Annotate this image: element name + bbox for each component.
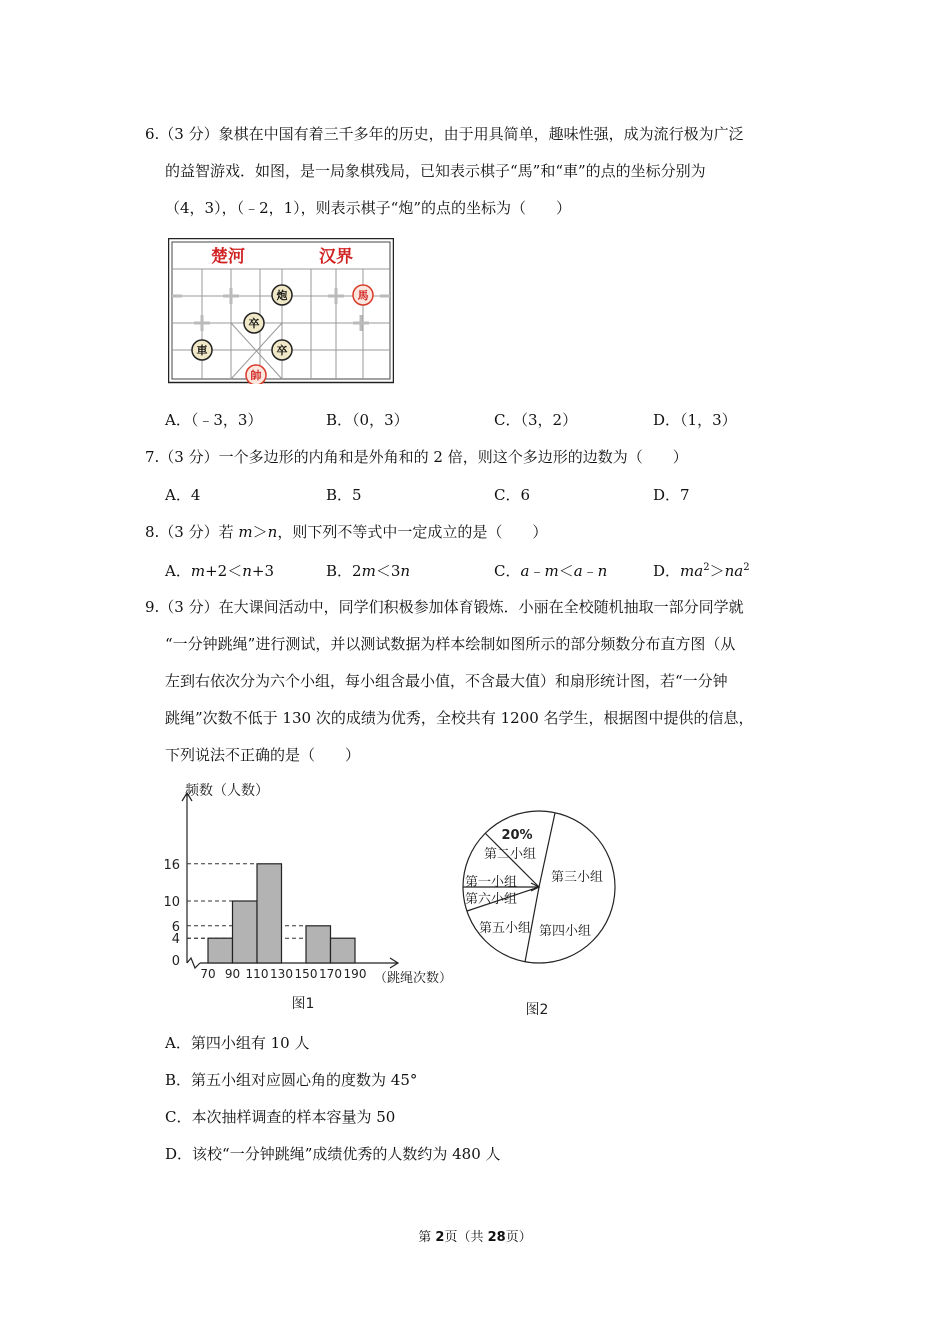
hist-xtick-170: 170 (319, 967, 342, 981)
q9-line-2: “一分钟跳绳”进行测试，并以测试数据为样本绘制如图所示的部分频数分布直方图（从 (165, 635, 736, 653)
hist-ytick-4: 4 (171, 932, 180, 948)
pie-slice-3: 第三小组 (550, 870, 604, 885)
q7-option-c: C．6 (494, 486, 531, 504)
hist-ytick-16: 16 (163, 857, 180, 873)
hist-ytick-10: 10 (163, 895, 180, 910)
pie-slice-6: 第六小组 (464, 892, 518, 907)
q8-option-a (165, 561, 274, 581)
q8-stem-a: 8.（3 分）若 (145, 523, 239, 541)
q7-option-b: B．5 (326, 486, 362, 504)
hist-bar-5 (306, 926, 331, 963)
footer-total-pages: 28 (487, 1230, 506, 1245)
piece-shuai: 帥 (250, 369, 262, 382)
hist-bar-1 (208, 938, 233, 963)
hist-bar-3 (257, 864, 282, 963)
q8-option-c (494, 561, 607, 581)
q6-option-a: A．（﹣3，3） (165, 411, 263, 429)
piece-pao: 炮 (276, 289, 288, 302)
q8-optC-letter: C． (494, 562, 521, 580)
hist-ytick-6: 6 (171, 919, 180, 935)
piece-zu-2: 卒 (276, 344, 288, 357)
piece-ma: 馬 (357, 289, 369, 302)
q6-line-3: （4，3），（﹣2，1），则表示棋子“炮”的点的坐标为（ ） (165, 199, 572, 217)
page-footer (0, 1226, 950, 1245)
river-left-label: 楚河 (211, 247, 245, 267)
q6-line-1: 6.（3 分）象棋在中国有着三千多年的历史，由于用具简单，趣味性强，成为流行极为广泛 (145, 125, 744, 143)
q8-optA-n: n (242, 562, 252, 580)
q7-option-a: A．4 (165, 486, 201, 504)
q6-option-d: D．（1，3） (653, 411, 737, 429)
q9-option-d: D．该校“一分钟跳绳”成绩优秀的人数约为 480 人 (165, 1145, 501, 1163)
q8-optA-t1: +2＜ (205, 562, 243, 580)
hist-bar-2 (233, 901, 258, 963)
q9-line-4: 跳绳”次数不低于 130 次的成绩为优秀，全校共有 1200 名学生，根据图中提供的信息， (165, 709, 754, 727)
hist-xtick-70: 70 (200, 967, 216, 981)
xiangqi-board-figure (168, 238, 394, 384)
river-right-label: 汉界 (319, 247, 353, 267)
q8-optD-letter: D． (653, 562, 681, 580)
hist-ylabel: 频数（人数） (185, 783, 269, 799)
q8-optB-t1: 2 (352, 562, 362, 580)
pie-slice-1: 第一小组 (464, 875, 518, 890)
q7-line-1: 7.（3 分）一个多边形的内角和是外角和的 2 倍，则这个多边形的边数为（ ） (145, 448, 688, 466)
q9-line-5: 下列说法不正确的是（ ） (165, 746, 361, 764)
q8-optC-a2: a (573, 562, 583, 580)
q8-optD-exp-2: 2 (743, 562, 750, 573)
q9-option-b: B．第五小组对应圆心角的度数为 45° (165, 1071, 418, 1089)
hist-xtick-90: 90 (224, 967, 241, 981)
q8-optC-t2: ＜ (558, 562, 574, 580)
q8-stem-b: ，则下列不等式中一定成立的是（ ） (277, 523, 548, 541)
q8-line-1 (145, 522, 547, 542)
q6-option-c: C．（3，2） (494, 411, 578, 429)
q8-optC-a1: a (520, 562, 530, 580)
q8-optB-n: n (400, 562, 411, 580)
q9-option-a: A．第四小组有 10 人 (165, 1034, 310, 1052)
q8-optC-t3: ﹣ (582, 562, 598, 580)
histogram-figure-1 (160, 775, 470, 1020)
footer-pre: 第 (418, 1230, 436, 1245)
q8-optD-gt: ＞ (709, 562, 725, 580)
pie-slice-5: 第五小组 (478, 921, 532, 936)
piece-che: 車 (196, 344, 208, 357)
q8-var-n: n (267, 523, 278, 541)
q8-optC-m: m (544, 562, 559, 580)
q8-option-b (326, 561, 410, 581)
q8-optC-n: n (597, 562, 608, 580)
q8-optA-letter: A． (165, 562, 191, 580)
piece-zu-1: 卒 (248, 317, 260, 330)
footer-mid: 页（共 (444, 1230, 488, 1245)
q8-option-d (653, 561, 750, 581)
pie-chart-figure-2 (455, 805, 625, 1025)
q8-gt: ＞ (252, 523, 268, 541)
q8-optB-letter: B． (326, 562, 353, 580)
q8-optB-t2: ＜3 (375, 562, 401, 580)
hist-xtick-150: 150 (294, 967, 318, 981)
q7-option-d: D．7 (653, 486, 690, 504)
q8-optA-m: m (190, 562, 206, 580)
hist-xtick-110: 110 (245, 967, 269, 981)
q8-optD-na: na (724, 562, 744, 580)
hist-xtick-130: 130 (270, 967, 293, 981)
q8-var-m: m (238, 523, 253, 541)
q8-optB-m: m (361, 562, 376, 580)
pie-annotation: 20% (501, 828, 533, 843)
footer-page-number: 2 (435, 1230, 445, 1245)
hist-ytick-0: 0 (171, 954, 180, 969)
pie-title: 图2 (525, 1002, 549, 1018)
footer-post: 页） (505, 1230, 532, 1245)
q6-line-2: 的益智游戏．如图，是一局象棋残局，已知表示棋子“馬”和“車”的点的坐标分别为 (165, 162, 706, 180)
q8-optA-t2: +3 (251, 562, 274, 580)
pie-slice-4: 第四小组 (538, 924, 592, 939)
q9-line-1: 9.（3 分）在大课间活动中，同学们积极参加体育锻炼．小丽在全校随机抽取一部分同学就 (145, 598, 744, 616)
q8-optC-t1: ﹣ (529, 562, 545, 580)
q8-optD-ma: ma (680, 562, 704, 580)
q6-option-b: B．（0，3） (326, 411, 409, 429)
hist-xtick-190: 190 (343, 967, 367, 981)
q9-option-c: C．本次抽样调查的样本容量为 50 (165, 1108, 396, 1126)
pie-slice-2: 第二小组 (483, 847, 537, 862)
q9-line-3: 左到右依次分为六个小组，每小组含最小值，不含最大值）和扇形统计图，若“一分钟 (165, 672, 728, 690)
hist-xlabel: （跳绳次数） (374, 971, 453, 986)
q8-optD-exp-1: 2 (703, 562, 710, 573)
hist-bar-6 (331, 938, 356, 963)
hist-title: 图1 (291, 996, 315, 1012)
